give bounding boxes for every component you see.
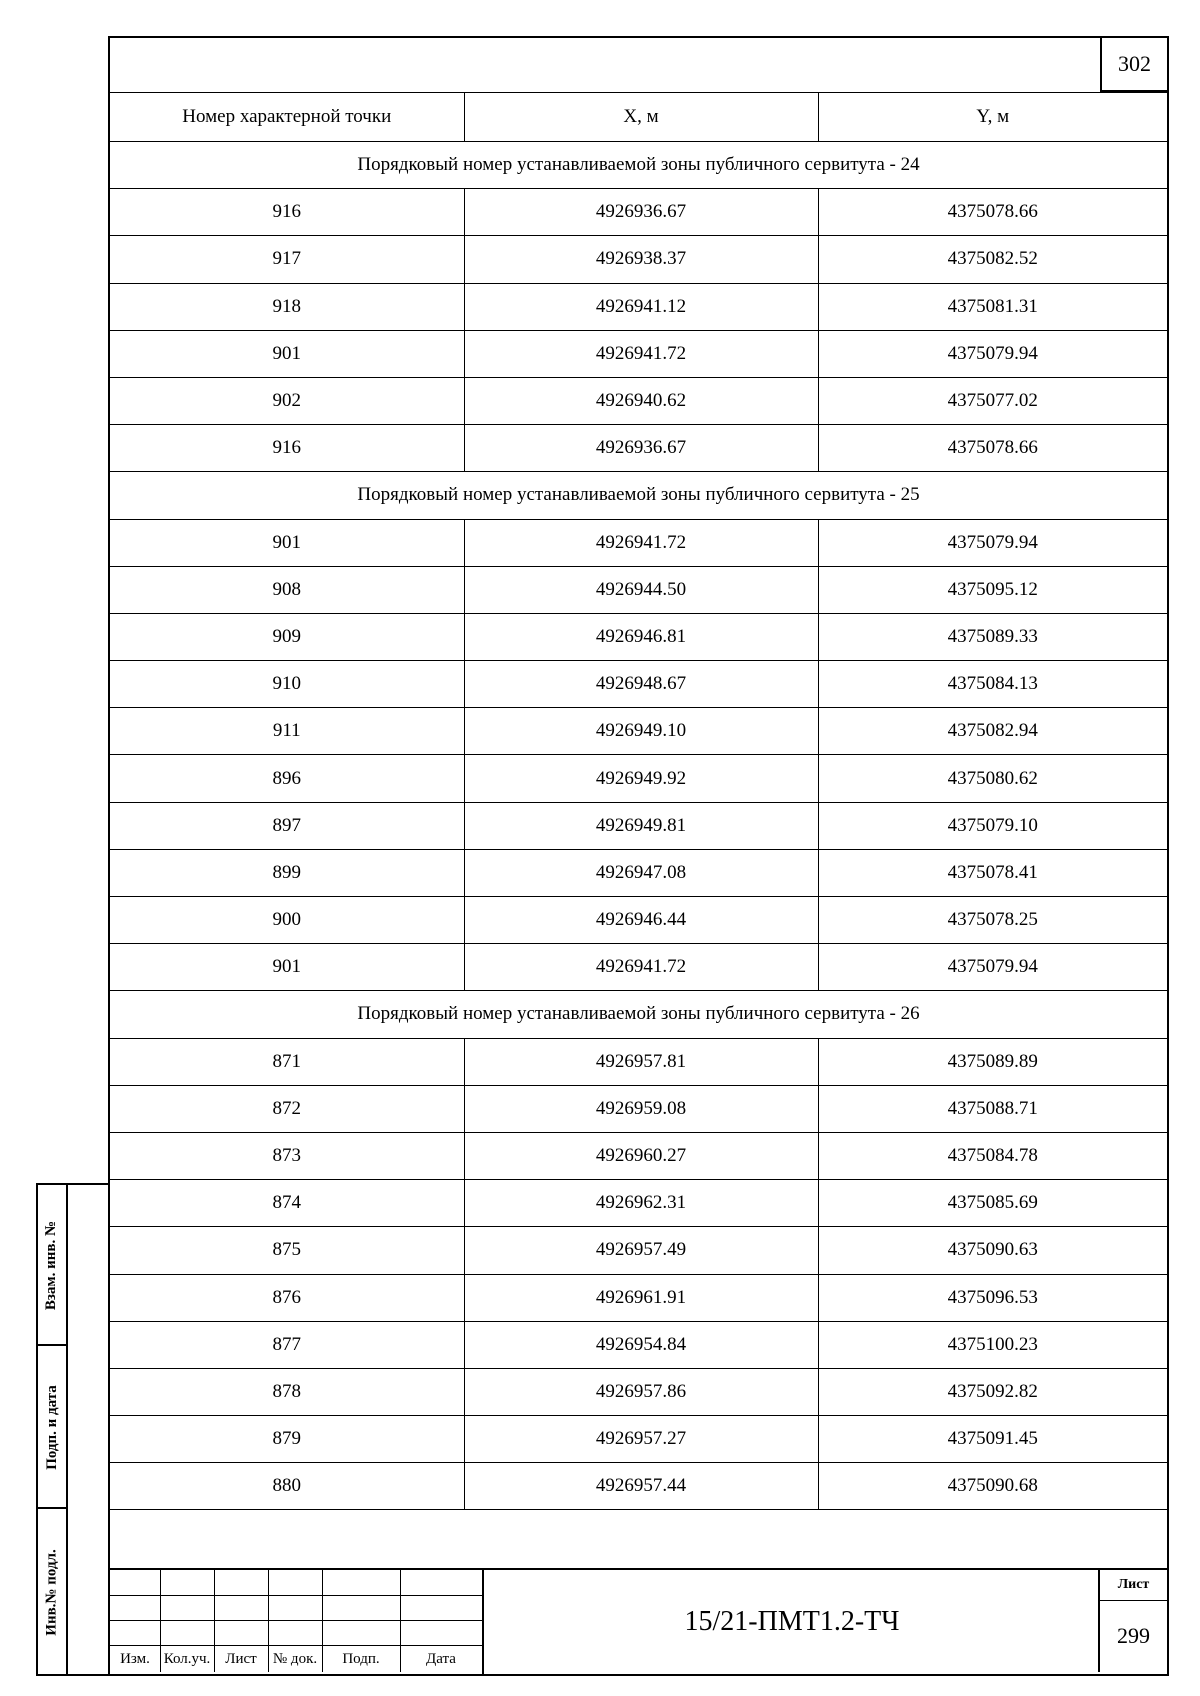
label-signature: Подп. xyxy=(342,1651,380,1667)
x-cell: 4926957.27 xyxy=(464,1416,818,1463)
y-cell: 4375096.53 xyxy=(818,1274,1167,1321)
point-number-cell: 901 xyxy=(110,330,464,377)
label-list: Лист xyxy=(225,1651,257,1667)
x-cell: 4926948.67 xyxy=(464,661,818,708)
x-cell: 4926960.27 xyxy=(464,1132,818,1179)
table-row xyxy=(110,1274,1167,1321)
table-row xyxy=(110,802,1167,849)
point-number-cell: 909 xyxy=(110,613,464,660)
table-row xyxy=(110,1227,1167,1274)
x-cell: 4926941.72 xyxy=(464,330,818,377)
x-cell: 4926949.92 xyxy=(464,755,818,802)
point-number-cell: 918 xyxy=(110,283,464,330)
table-row xyxy=(110,944,1167,991)
table-row xyxy=(110,613,1167,660)
point-number-cell: 880 xyxy=(110,1463,464,1510)
x-cell: 4926957.86 xyxy=(464,1368,818,1415)
table-row xyxy=(110,236,1167,283)
table-row xyxy=(110,1132,1167,1179)
x-cell: 4926949.10 xyxy=(464,708,818,755)
x-cell: 4926961.91 xyxy=(464,1274,818,1321)
label-izm: Изм. xyxy=(120,1651,150,1667)
x-cell: 4926957.49 xyxy=(464,1227,818,1274)
side-replace-inv: Взам. инв. № xyxy=(43,1220,60,1311)
y-cell: 4375082.52 xyxy=(818,236,1167,283)
x-cell: 4926938.37 xyxy=(464,236,818,283)
y-cell: 4375079.94 xyxy=(818,944,1167,991)
y-cell: 4375090.63 xyxy=(818,1227,1167,1274)
table-row xyxy=(110,1321,1167,1368)
table-row xyxy=(110,283,1167,330)
y-cell: 4375079.94 xyxy=(818,519,1167,566)
y-cell: 4375080.62 xyxy=(818,755,1167,802)
table-row xyxy=(110,519,1167,566)
section-title-row xyxy=(110,991,1167,1038)
y-cell: 4375089.33 xyxy=(818,613,1167,660)
section-title: Порядковый номер устанавливаемой зоны публичного сервитута - 26 xyxy=(110,991,1167,1038)
header-x: X, м xyxy=(464,93,818,142)
point-number-cell: 874 xyxy=(110,1180,464,1227)
y-cell: 4375090.68 xyxy=(818,1463,1167,1510)
coordinates-table xyxy=(110,92,1167,1510)
page-number: 302 xyxy=(1100,38,1167,92)
y-cell: 4375078.66 xyxy=(818,425,1167,472)
x-cell: 4926947.08 xyxy=(464,849,818,896)
label-kol-uch: Кол.уч. xyxy=(163,1651,211,1667)
table-row xyxy=(110,1368,1167,1415)
page-frame xyxy=(108,36,1169,1676)
title-block xyxy=(110,1568,1167,1674)
side-stamp xyxy=(36,1183,108,1676)
point-number-cell: 896 xyxy=(110,755,464,802)
y-cell: 4375100.23 xyxy=(818,1321,1167,1368)
x-cell: 4926962.31 xyxy=(464,1180,818,1227)
point-number-cell: 879 xyxy=(110,1416,464,1463)
y-cell: 4375082.94 xyxy=(818,708,1167,755)
table-row xyxy=(110,330,1167,377)
y-cell: 4375081.31 xyxy=(818,283,1167,330)
y-cell: 4375084.78 xyxy=(818,1132,1167,1179)
x-cell: 4926936.67 xyxy=(464,425,818,472)
point-number-cell: 910 xyxy=(110,661,464,708)
y-cell: 4375091.45 xyxy=(818,1416,1167,1463)
header-y: Y, м xyxy=(818,93,1167,142)
x-cell: 4926949.81 xyxy=(464,802,818,849)
point-number-cell: 901 xyxy=(110,944,464,991)
x-cell: 4926959.08 xyxy=(464,1085,818,1132)
y-cell: 4375078.25 xyxy=(818,897,1167,944)
point-number-cell: 897 xyxy=(110,802,464,849)
table-row xyxy=(110,566,1167,613)
y-cell: 4375092.82 xyxy=(818,1368,1167,1415)
point-number-cell: 872 xyxy=(110,1085,464,1132)
x-cell: 4926941.72 xyxy=(464,519,818,566)
point-number-cell: 911 xyxy=(110,708,464,755)
y-cell: 4375079.94 xyxy=(818,330,1167,377)
table-row xyxy=(110,189,1167,236)
point-number-cell: 916 xyxy=(110,189,464,236)
x-cell: 4926944.50 xyxy=(464,566,818,613)
header-point-number: Номер характерной точки xyxy=(110,93,464,142)
x-cell: 4926957.81 xyxy=(464,1038,818,1085)
x-cell: 4926936.67 xyxy=(464,189,818,236)
x-cell: 4926954.84 xyxy=(464,1321,818,1368)
y-cell: 4375088.71 xyxy=(818,1085,1167,1132)
table-row xyxy=(110,1038,1167,1085)
y-cell: 4375084.13 xyxy=(818,661,1167,708)
y-cell: 4375079.10 xyxy=(818,802,1167,849)
x-cell: 4926957.44 xyxy=(464,1463,818,1510)
section-title-row xyxy=(110,142,1167,189)
x-cell: 4926940.62 xyxy=(464,377,818,424)
point-number-cell: 902 xyxy=(110,377,464,424)
sheet-number: 299 xyxy=(1117,1623,1150,1648)
x-cell: 4926946.44 xyxy=(464,897,818,944)
y-cell: 4375078.41 xyxy=(818,849,1167,896)
point-number-cell: 917 xyxy=(110,236,464,283)
section-title: Порядковый номер устанавливаемой зоны публичного сервитута - 24 xyxy=(110,142,1167,189)
point-number-cell: 873 xyxy=(110,1132,464,1179)
table-row xyxy=(110,661,1167,708)
document-code: 15/21-ПМТ1.2-ТЧ xyxy=(482,1570,1100,1674)
sheet-cell xyxy=(1098,1570,1167,1672)
table-row xyxy=(110,1416,1167,1463)
table-row xyxy=(110,708,1167,755)
revision-grid xyxy=(110,1570,482,1672)
y-cell: 4375095.12 xyxy=(818,566,1167,613)
point-number-cell: 877 xyxy=(110,1321,464,1368)
table-row xyxy=(110,377,1167,424)
side-orig-inv: Инв.№ подл. xyxy=(43,1549,60,1636)
y-cell: 4375078.66 xyxy=(818,189,1167,236)
section-title-row xyxy=(110,472,1167,519)
point-number-cell: 871 xyxy=(110,1038,464,1085)
table-row xyxy=(110,1180,1167,1227)
table-row xyxy=(110,755,1167,802)
point-number-cell: 916 xyxy=(110,425,464,472)
table-row xyxy=(110,1463,1167,1510)
point-number-cell: 908 xyxy=(110,566,464,613)
table-row xyxy=(110,897,1167,944)
point-number-cell: 900 xyxy=(110,897,464,944)
section-title: Порядковый номер устанавливаемой зоны публичного сервитута - 25 xyxy=(110,472,1167,519)
x-cell: 4926941.12 xyxy=(464,283,818,330)
point-number-cell: 899 xyxy=(110,849,464,896)
x-cell: 4926941.72 xyxy=(464,944,818,991)
point-number-cell: 876 xyxy=(110,1274,464,1321)
header-row xyxy=(110,93,1167,142)
x-cell: 4926946.81 xyxy=(464,613,818,660)
sheet-label: Лист xyxy=(1100,1570,1167,1601)
table-row xyxy=(110,1085,1167,1132)
point-number-cell: 875 xyxy=(110,1227,464,1274)
label-doc-number: № док. xyxy=(272,1651,318,1667)
y-cell: 4375077.02 xyxy=(818,377,1167,424)
point-number-cell: 901 xyxy=(110,519,464,566)
y-cell: 4375089.89 xyxy=(818,1038,1167,1085)
table-row xyxy=(110,425,1167,472)
point-number-cell: 878 xyxy=(110,1368,464,1415)
y-cell: 4375085.69 xyxy=(818,1180,1167,1227)
table-row xyxy=(110,849,1167,896)
side-sign-date: Подп. и дата xyxy=(43,1385,60,1470)
label-date: Дата xyxy=(426,1651,456,1667)
